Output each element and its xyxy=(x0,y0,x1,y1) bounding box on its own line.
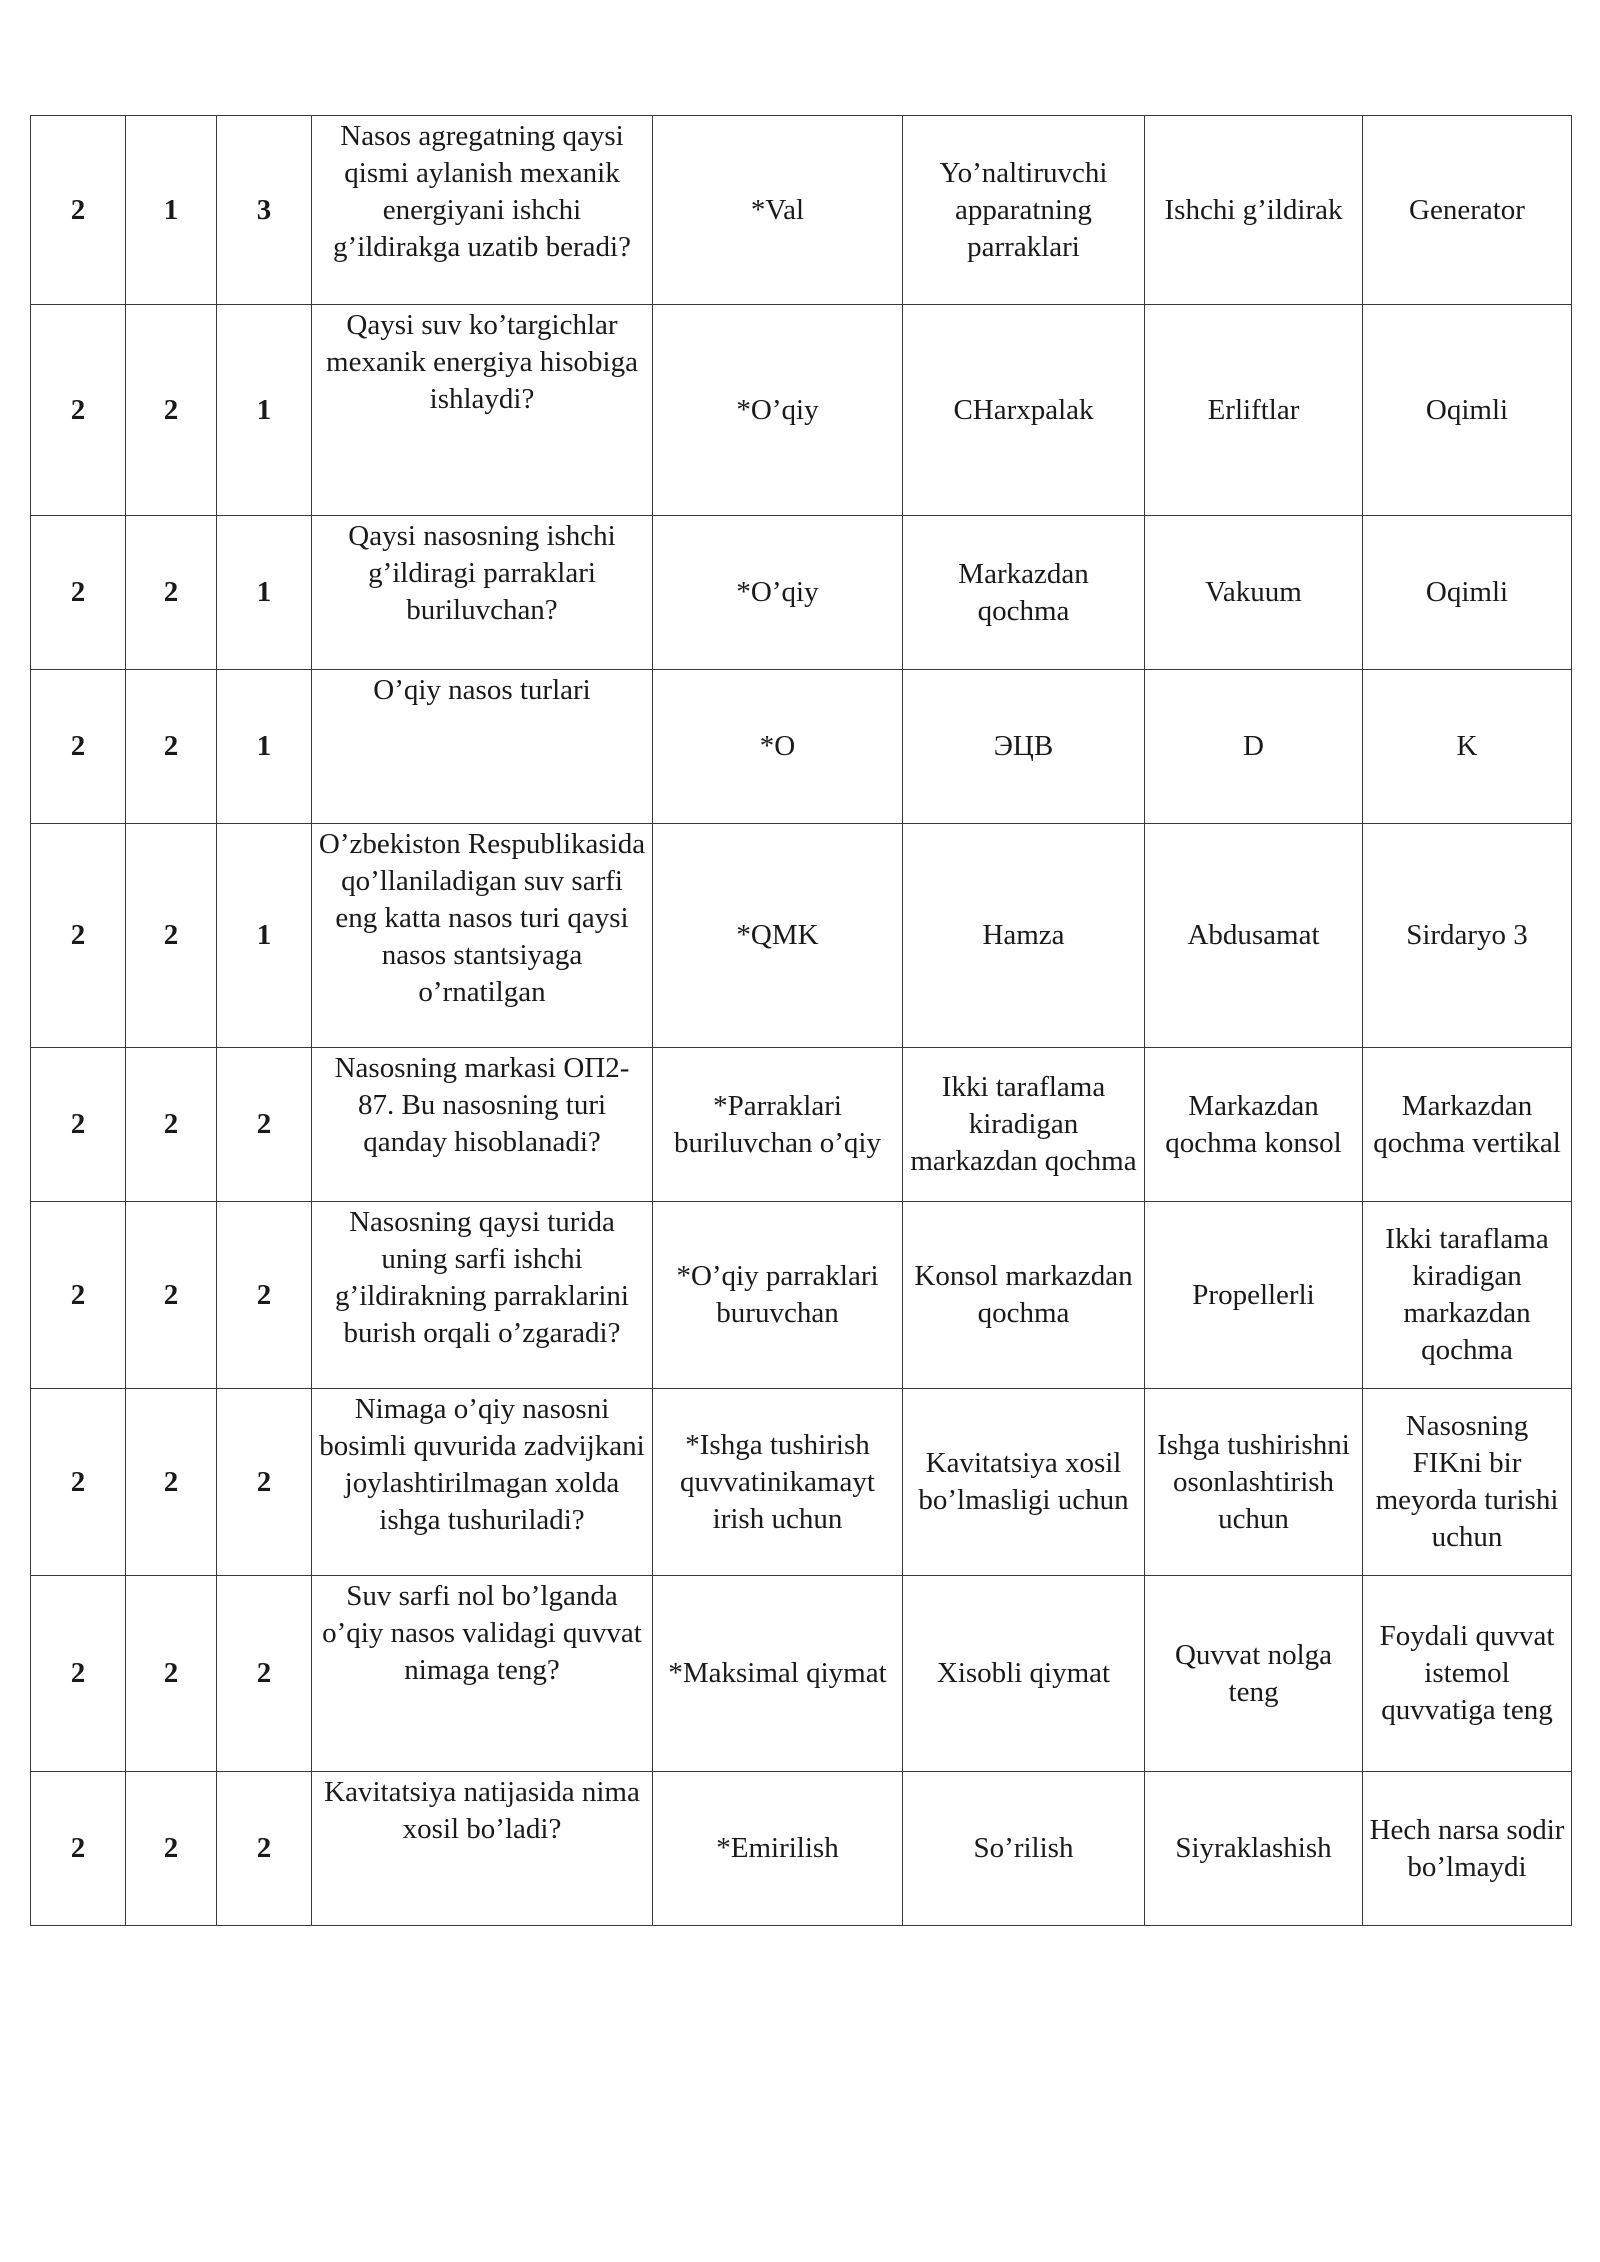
correct-answer-cell: *Ishga tushirish quvvatinikamayt irish uchun xyxy=(653,1389,903,1576)
level-number-cell: 2 xyxy=(126,516,217,670)
answer-option-cell: K xyxy=(1363,670,1572,824)
level-number-cell: 2 xyxy=(126,670,217,824)
answer-option-cell: Sirdaryo 3 xyxy=(1363,824,1572,1048)
question-cell: Suv sarfi nol bo’lganda o’qiy nasos validagi quvvat nimaga teng? xyxy=(312,1576,653,1772)
level-number-cell: 2 xyxy=(31,670,126,824)
answer-option-cell: Nasosning FIKni bir meyorda turishi uchun xyxy=(1363,1389,1572,1576)
correct-answer-cell: *O’qiy parraklari buruvchan xyxy=(653,1202,903,1389)
answer-option-cell: ЭЦВ xyxy=(903,670,1145,824)
answer-option-cell: Oqimli xyxy=(1363,305,1572,516)
correct-answer-cell: *Val xyxy=(653,116,903,305)
level-number-cell: 2 xyxy=(31,1772,126,1926)
level-number-cell: 1 xyxy=(217,516,312,670)
question-cell: Nasosning qaysi turida uning sarfi ishchi g’ildirakning parraklarini burish orqali o’zgaradi? xyxy=(312,1202,653,1389)
question-table-body xyxy=(31,116,1572,1926)
question-cell: Qaysi nasosning ishchi g’ildiragi parraklari buriluvchan? xyxy=(312,516,653,670)
answer-option-cell: Ikki taraflama kiradigan markazdan qochma xyxy=(1363,1202,1572,1389)
level-number-cell: 3 xyxy=(217,116,312,305)
answer-option-cell: Markazdan qochma konsol xyxy=(1145,1048,1363,1202)
answer-option-cell: Hech narsa sodir bo’lmaydi xyxy=(1363,1772,1572,1926)
correct-answer-cell: *O’qiy xyxy=(653,516,903,670)
level-number-cell: 2 xyxy=(217,1772,312,1926)
level-number-cell: 2 xyxy=(31,305,126,516)
level-number-cell: 2 xyxy=(126,305,217,516)
answer-option-cell: Siyraklashish xyxy=(1145,1772,1363,1926)
table-row xyxy=(31,1202,1572,1389)
correct-answer-cell: *O’qiy xyxy=(653,305,903,516)
question-cell: Nimaga o’qiy nasosni bosimli quvurida zadvijkani joylashtirilmagan xolda ishga tushuriladi? xyxy=(312,1389,653,1576)
level-number-cell: 2 xyxy=(31,1202,126,1389)
table-row xyxy=(31,1389,1572,1576)
answer-option-cell: Propellerli xyxy=(1145,1202,1363,1389)
level-number-cell: 2 xyxy=(31,116,126,305)
answer-option-cell: Generator xyxy=(1363,116,1572,305)
answer-option-cell: Vakuum xyxy=(1145,516,1363,670)
answer-option-cell: Hamza xyxy=(903,824,1145,1048)
answer-option-cell: D xyxy=(1145,670,1363,824)
level-number-cell: 2 xyxy=(31,1389,126,1576)
answer-option-cell: Kavitatsiya xosil bo’lmasligi uchun xyxy=(903,1389,1145,1576)
level-number-cell: 1 xyxy=(217,824,312,1048)
level-number-cell: 2 xyxy=(217,1202,312,1389)
correct-answer-cell: *O xyxy=(653,670,903,824)
level-number-cell: 2 xyxy=(126,1202,217,1389)
level-number-cell: 1 xyxy=(126,116,217,305)
question-cell: Kavitatsiya natijasida nima xosil bo’ladi? xyxy=(312,1772,653,1926)
level-number-cell: 2 xyxy=(31,516,126,670)
correct-answer-cell: *Maksimal qiymat xyxy=(653,1576,903,1772)
question-cell: O’qiy nasos turlari xyxy=(312,670,653,824)
answer-option-cell: Ishchi g’ildirak xyxy=(1145,116,1363,305)
answer-option-cell: So’rilish xyxy=(903,1772,1145,1926)
answer-option-cell: Foydali quvvat istemol quvvatiga teng xyxy=(1363,1576,1572,1772)
table-row xyxy=(31,1576,1572,1772)
level-number-cell: 2 xyxy=(217,1048,312,1202)
answer-option-cell: Xisobli qiymat xyxy=(903,1576,1145,1772)
correct-answer-cell: *Emirilish xyxy=(653,1772,903,1926)
answer-option-cell: Ikki taraflama kiradigan markazdan qochma xyxy=(903,1048,1145,1202)
level-number-cell: 2 xyxy=(126,1048,217,1202)
table-row xyxy=(31,670,1572,824)
answer-option-cell: Markazdan qochma vertikal xyxy=(1363,1048,1572,1202)
level-number-cell: 2 xyxy=(31,1048,126,1202)
answer-option-cell: Konsol markazdan qochma xyxy=(903,1202,1145,1389)
level-number-cell: 2 xyxy=(126,1576,217,1772)
answer-option-cell: Oqimli xyxy=(1363,516,1572,670)
answer-option-cell: Quvvat nolga teng xyxy=(1145,1576,1363,1772)
question-cell: Qaysi suv ko’targichlar mexanik energiya hisobiga ishlaydi? xyxy=(312,305,653,516)
level-number-cell: 2 xyxy=(126,1772,217,1926)
question-cell: Nasosning markasi ОП2-87. Bu nasosning turi qanday hisoblanadi? xyxy=(312,1048,653,1202)
table-row xyxy=(31,1048,1572,1202)
question-table xyxy=(30,115,1572,1926)
level-number-cell: 2 xyxy=(217,1576,312,1772)
correct-answer-cell: *Parraklari buriluvchan o’qiy xyxy=(653,1048,903,1202)
answer-option-cell: Ishga tushirishni osonlashtirish uchun xyxy=(1145,1389,1363,1576)
answer-option-cell: CHarxpalak xyxy=(903,305,1145,516)
table-row xyxy=(31,516,1572,670)
level-number-cell: 1 xyxy=(217,305,312,516)
question-cell: O’zbekiston Respublikasida qo’llaniladigan suv sarfi eng katta nasos turi qaysi nasos stantsiyaga o’rnatilgan xyxy=(312,824,653,1048)
level-number-cell: 1 xyxy=(217,670,312,824)
table-row xyxy=(31,824,1572,1048)
level-number-cell: 2 xyxy=(31,824,126,1048)
answer-option-cell: Erliftlar xyxy=(1145,305,1363,516)
correct-answer-cell: *QMK xyxy=(653,824,903,1048)
answer-option-cell: Markazdan qochma xyxy=(903,516,1145,670)
level-number-cell: 2 xyxy=(126,1389,217,1576)
table-row xyxy=(31,1772,1572,1926)
answer-option-cell: Abdusamat xyxy=(1145,824,1363,1048)
level-number-cell: 2 xyxy=(217,1389,312,1576)
level-number-cell: 2 xyxy=(31,1576,126,1772)
table-row xyxy=(31,305,1572,516)
level-number-cell: 2 xyxy=(126,824,217,1048)
table-row xyxy=(31,116,1572,305)
answer-option-cell: Yo’naltiruvchi apparatning parraklari xyxy=(903,116,1145,305)
question-cell: Nasos agregatning qaysi qismi aylanish mexanik energiyani ishchi g’ildirakga uzatib beradi? xyxy=(312,116,653,305)
